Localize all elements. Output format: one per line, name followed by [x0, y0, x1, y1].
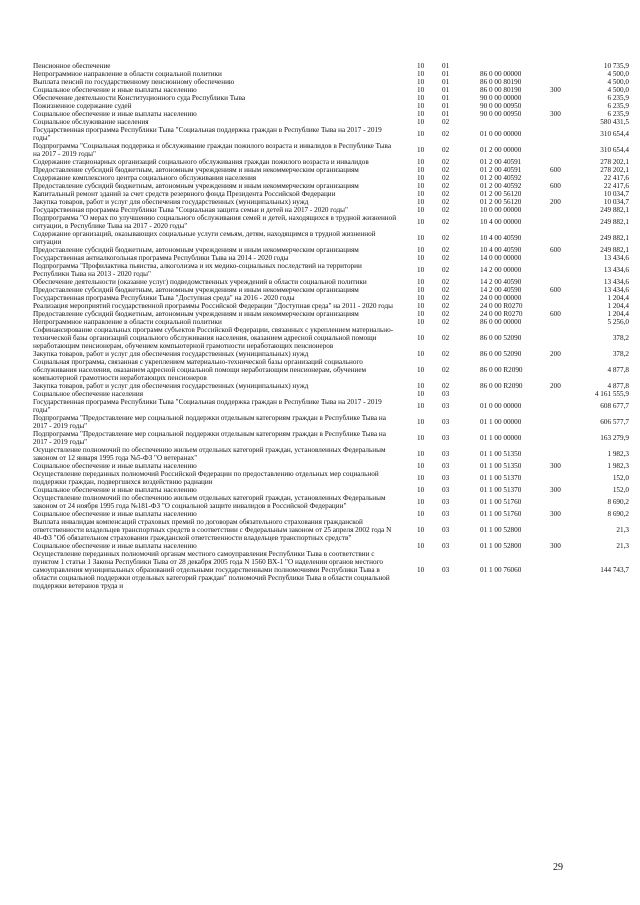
- section-code: 10: [417, 182, 425, 190]
- table-row: [33, 166, 629, 174]
- section-code: 10: [417, 382, 425, 390]
- row-name: Предоставление субсидий бюджетным, автономным учреждениям и иным некоммерческим организациям: [33, 246, 359, 254]
- table-row: [33, 510, 629, 518]
- table-row: [33, 214, 629, 230]
- target-article-code: 01 1 00 51760: [480, 498, 522, 506]
- table-row: [33, 294, 629, 302]
- section-code: 10: [417, 218, 425, 226]
- section-code: 10: [417, 166, 425, 174]
- amount: 8 690,2: [607, 498, 629, 506]
- target-article-code: 01 1 00 51760: [480, 510, 522, 518]
- amount: 13 434,6: [603, 286, 629, 294]
- subsection-code: 02: [442, 278, 450, 286]
- section-code: 10: [417, 498, 425, 506]
- table-row: [33, 310, 629, 318]
- table-row: [33, 230, 629, 246]
- subsection-code: 02: [442, 130, 450, 138]
- row-name: Непрограммное направление в области социальной политики: [33, 70, 222, 78]
- expense-type-code: 200: [550, 350, 561, 358]
- amount: 10 735,9: [603, 62, 629, 70]
- section-code: 10: [417, 158, 425, 166]
- row-name: Осуществление переданных полномочий органам местного самоуправления Республики Тыва в соответствии с пунктом 1 статьи 1 Закона Республики Тыва от 28 декабря 2005 года N 1560 ВХ-1 "О наделении органов местного самоуправления муниципальных образований отдельными государственными полномочиями Республики Тыва в области социальной поддержки отдельных категорий граждан" полномочий Республики Тыва в области социальной поддержки ветеранов труда и: [33, 550, 390, 590]
- table-row: [33, 518, 629, 542]
- row-name: Капитальный ремонт зданий за счет средств резервного фонда Президента Российской Федерации: [33, 190, 336, 198]
- subsection-code: 02: [442, 190, 450, 198]
- subsection-code: 02: [442, 118, 450, 126]
- subsection-code: 03: [442, 462, 450, 470]
- budget-table: [33, 62, 629, 590]
- section-code: 10: [417, 334, 425, 342]
- table-row: [33, 198, 629, 206]
- target-article-code: 90 0 00 00950: [480, 110, 522, 118]
- section-code: 10: [417, 286, 425, 294]
- amount: 4 161 555,9: [594, 390, 629, 398]
- target-article-code: 86 0 00 R2090: [480, 382, 523, 390]
- section-code: 10: [417, 302, 425, 310]
- amount: 249 882,1: [600, 234, 629, 242]
- row-name: Пожизненное содержание судей: [33, 102, 132, 110]
- table-row: [33, 262, 629, 278]
- row-name: Софинансирование социальных программ субъектов Российской Федерации, связанных с укреплением материально-технической базы организаций социального обслуживания населения, оказанием адресной социальной помощи неработающим пенсионерам, обучением компьютерной грамотности неработающих пенсионеров: [33, 326, 394, 350]
- row-name: Пенсионное обеспечение: [33, 62, 111, 70]
- subsection-code: 02: [442, 254, 450, 262]
- section-code: 10: [417, 294, 425, 302]
- amount: 310 654,4: [600, 146, 629, 154]
- expense-type-code: 600: [550, 310, 561, 318]
- subsection-code: 02: [442, 318, 450, 326]
- table-row: [33, 78, 629, 86]
- subsection-code: 02: [442, 246, 450, 254]
- subsection-code: 02: [442, 146, 450, 154]
- table-row: [33, 286, 629, 294]
- target-article-code: 90 0 00 00950: [480, 102, 522, 110]
- subsection-code: 02: [442, 350, 450, 358]
- table-row: [33, 486, 629, 494]
- subsection-code: 03: [442, 510, 450, 518]
- amount: 13 434,6: [603, 278, 629, 286]
- amount: 13 434,6: [603, 254, 629, 262]
- section-code: 10: [417, 206, 425, 214]
- subsection-code: 02: [442, 182, 450, 190]
- row-name: Социальное обеспечение и иные выплаты населению: [33, 86, 197, 94]
- table-row: [33, 398, 629, 414]
- section-code: 10: [417, 266, 425, 274]
- section-code: 10: [417, 474, 425, 482]
- subsection-code: 03: [442, 542, 450, 550]
- table-row: [33, 110, 629, 118]
- amount: 4 877,8: [607, 382, 629, 390]
- subsection-code: 02: [442, 266, 450, 274]
- target-article-code: 14 2 00 40590: [480, 286, 522, 294]
- table-row: [33, 382, 629, 390]
- amount: 10 034,7: [603, 198, 629, 206]
- target-article-code: 01 2 00 40591: [480, 158, 522, 166]
- subsection-code: 01: [442, 110, 450, 118]
- subsection-code: 01: [442, 86, 450, 94]
- subsection-code: 02: [442, 206, 450, 214]
- table-row: [33, 446, 629, 462]
- target-article-code: 01 2 00 40592: [480, 174, 522, 182]
- subsection-code: 02: [442, 302, 450, 310]
- section-code: 10: [417, 190, 425, 198]
- table-row: [33, 462, 629, 470]
- section-code: 10: [417, 118, 425, 126]
- row-name: Осуществление полномочий по обеспечению жильем отдельных категорий граждан, установленных Федеральным законом от 24 ноября 1995 года №181-ФЗ "О социальной защите инвалидов в Российской Федерации": [33, 494, 386, 510]
- amount: 6 235,9: [607, 94, 629, 102]
- row-name: Закупка товаров, работ и услуг для обеспечения государственных (муниципальных) нужд: [33, 198, 309, 206]
- section-code: 10: [417, 450, 425, 458]
- subsection-code: 02: [442, 366, 450, 374]
- row-name: Непрограммное направление в области социальной политики: [33, 318, 222, 326]
- amount: 1 204,4: [607, 302, 629, 310]
- target-article-code: 86 0 00 00000: [480, 70, 522, 78]
- expense-type-code: 300: [550, 510, 561, 518]
- subsection-code: 02: [442, 174, 450, 182]
- section-code: 10: [417, 318, 425, 326]
- target-article-code: 01 0 00 00000: [480, 402, 522, 410]
- amount: 1 982,3: [607, 462, 629, 470]
- amount: 8 690,2: [607, 510, 629, 518]
- section-code: 10: [417, 62, 425, 70]
- subsection-code: 03: [442, 526, 450, 534]
- subsection-code: 03: [442, 434, 450, 442]
- expense-type-code: 300: [550, 86, 561, 94]
- subsection-code: 03: [442, 450, 450, 458]
- row-name: Предоставление субсидий бюджетным, автономным учреждениям и иным некоммерческим организациям: [33, 310, 359, 318]
- section-code: 10: [417, 110, 425, 118]
- section-code: 10: [417, 278, 425, 286]
- amount: 249 882,1: [600, 206, 629, 214]
- row-name: Подпрограмма "Социальная поддержка и обслуживание граждан пожилого возраста и инвалидов в Республике Тыва на 2017 - 2019 годы": [33, 142, 392, 158]
- section-code: 10: [417, 310, 425, 318]
- amount: 6 235,9: [607, 110, 629, 118]
- section-code: 10: [417, 102, 425, 110]
- row-name: Подпрограмма "Предоставление мер социальной поддержки отдельным категориям граждан в Республике Тыва на 2017 - 2019 годы": [33, 414, 386, 430]
- amount: 1 204,4: [607, 310, 629, 318]
- target-article-code: 01 2 00 56120: [480, 198, 522, 206]
- table-row: [33, 182, 629, 190]
- subsection-code: 03: [442, 474, 450, 482]
- target-article-code: 01 1 00 00000: [480, 418, 522, 426]
- row-name: Государственная программа Республики Тыва "Социальная поддержка граждан в Республике Тыва на 2017 - 2019 годы": [33, 126, 382, 142]
- subsection-code: 03: [442, 418, 450, 426]
- table-row: [33, 118, 629, 126]
- amount: 1 982,3: [607, 450, 629, 458]
- table-row: [33, 70, 629, 78]
- table-row: [33, 158, 629, 166]
- row-name: Содержание стационарных организаций социального обслуживания граждан пожилого возраста и инвалидов: [33, 158, 369, 166]
- subsection-code: 02: [442, 310, 450, 318]
- section-code: 10: [417, 566, 425, 574]
- amount: 378,2: [612, 350, 629, 358]
- amount: 378,2: [612, 334, 629, 342]
- row-name: Содержание комплексного центра социального обслуживания населения: [33, 174, 257, 182]
- row-name: Социальное обслуживание населения: [33, 118, 149, 126]
- table-row: [33, 102, 629, 110]
- row-name: Социальное обеспечение населения: [33, 390, 144, 398]
- table-row: [33, 254, 629, 262]
- target-article-code: 01 0 00 00000: [480, 130, 522, 138]
- subsection-code: 01: [442, 70, 450, 78]
- expense-type-code: 600: [550, 286, 561, 294]
- target-article-code: 10 0 00 00000: [480, 206, 522, 214]
- target-article-code: 14 2 00 00000: [480, 266, 522, 274]
- row-name: Государственная программа Республики Тыва "Социальная поддержка граждан в Республике Тыва на 2017 - 2019 годы": [33, 398, 382, 414]
- row-name: Социальное обеспечение и иные выплаты населению: [33, 486, 197, 494]
- amount: 4 500,0: [607, 86, 629, 94]
- amount: 4 500,0: [607, 70, 629, 78]
- expense-type-code: 600: [550, 246, 561, 254]
- expense-type-code: 300: [550, 542, 561, 550]
- table-row: [33, 414, 629, 430]
- section-code: 10: [417, 254, 425, 262]
- expense-type-code: 200: [550, 382, 561, 390]
- section-code: 10: [417, 78, 425, 86]
- target-article-code: 01 1 00 51370: [480, 474, 522, 482]
- target-article-code: 90 0 00 00000: [480, 94, 522, 102]
- target-article-code: 01 1 00 52800: [480, 542, 522, 550]
- target-article-code: 86 0 00 52090: [480, 350, 522, 358]
- subsection-code: 01: [442, 102, 450, 110]
- table-row: [33, 318, 629, 326]
- table-row: [33, 246, 629, 254]
- target-article-code: 01 2 00 56120: [480, 190, 522, 198]
- section-code: 10: [417, 70, 425, 78]
- row-name: Выплата пенсий по государственному пенсионному обеспечению: [33, 78, 235, 86]
- expense-type-code: 200: [550, 198, 561, 206]
- amount: 144 743,7: [600, 566, 629, 574]
- row-name: Закупка товаров, работ и услуг для обеспечения государственных (муниципальных) нужд: [33, 382, 309, 390]
- subsection-code: 01: [442, 62, 450, 70]
- target-article-code: 01 1 00 51370: [480, 486, 522, 494]
- amount: 608 677,7: [600, 402, 629, 410]
- amount: 1 204,4: [607, 294, 629, 302]
- row-name: Предоставление субсидий бюджетным, автономным учреждениям и иным некоммерческим организациям: [33, 166, 359, 174]
- subsection-code: 02: [442, 234, 450, 242]
- target-article-code: 01 2 00 00000: [480, 146, 522, 154]
- amount: 13 434,6: [603, 266, 629, 274]
- amount: 6 235,9: [607, 102, 629, 110]
- table-row: [33, 350, 629, 358]
- section-code: 10: [417, 542, 425, 550]
- amount: 152,0: [612, 474, 629, 482]
- row-name: Подпрограмма "О мерах по улучшению социального обслуживания семей и детей, находящихся в трудной жизненной ситуации, в Республике Тыва на 2017 - 2020 годы": [33, 214, 397, 230]
- section-code: 10: [417, 510, 425, 518]
- amount: 4 500,0: [607, 78, 629, 86]
- row-name: Подпрограмма "Профилактика пьянства, алкоголизма и их медико-социальных последствий на территории Республики Тыва на 2013 - 2020 годы": [33, 262, 362, 278]
- row-name: Осуществление переданных полномочий Российской Федерации по предоставлению отдельных мер социальной поддержки граждан, подвергшихся воздействию радиации: [33, 470, 379, 486]
- section-code: 10: [417, 366, 425, 374]
- amount: 152,0: [612, 486, 629, 494]
- expense-type-code: 300: [550, 486, 561, 494]
- target-article-code: 01 1 00 51350: [480, 450, 522, 458]
- amount: 22 417,6: [603, 182, 629, 190]
- amount: 310 654,4: [600, 130, 629, 138]
- amount: 249 882,1: [600, 218, 629, 226]
- table-row: [33, 302, 629, 310]
- row-name: Социальное обеспечение и иные выплаты населению: [33, 510, 197, 518]
- table-row: [33, 62, 629, 70]
- section-code: 10: [417, 146, 425, 154]
- expense-type-code: 300: [550, 110, 561, 118]
- row-name: Содержание организаций, оказывающих социальные услуги семьям, детям, находящимся в трудной жизненной ситуации: [33, 230, 376, 246]
- amount: 606 577,7: [600, 418, 629, 426]
- amount: 4 877,8: [607, 366, 629, 374]
- table-row: [33, 550, 629, 590]
- subsection-code: 02: [442, 294, 450, 302]
- table-row: [33, 278, 629, 286]
- section-code: 10: [417, 234, 425, 242]
- expense-type-code: 600: [550, 182, 561, 190]
- row-name: Социальное обеспечение и иные выплаты населению: [33, 110, 197, 118]
- table-row: [33, 542, 629, 550]
- subsection-code: 03: [442, 402, 450, 410]
- target-article-code: 01 2 00 40592: [480, 182, 522, 190]
- section-code: 10: [417, 402, 425, 410]
- row-name: Государственная программа Республики Тыва "Доступная среда" на 2016 - 2020 годы: [33, 294, 295, 302]
- table-row: [33, 470, 629, 486]
- subsection-code: 02: [442, 198, 450, 206]
- target-article-code: 01 1 00 00000: [480, 434, 522, 442]
- target-article-code: 86 0 00 R2090: [480, 366, 523, 374]
- target-article-code: 10 4 00 40590: [480, 234, 522, 242]
- table-row: [33, 86, 629, 94]
- subsection-code: 03: [442, 390, 450, 398]
- subsection-code: 02: [442, 334, 450, 342]
- amount: 10 034,7: [603, 190, 629, 198]
- amount: 21,3: [616, 542, 629, 550]
- section-code: 10: [417, 246, 425, 254]
- amount: 22 417,6: [603, 174, 629, 182]
- amount: 278 202,1: [600, 166, 629, 174]
- row-name: Выплата инвалидам компенсаций страховых премий по договорам обязательного страхования гражданской ответственности владельцев транспортных средств в соответствии с Федеральным законом от 25 апреля 2002 года N 40-ФЗ "Об обязательном страховании гражданской ответственности владельцев транспортных средств": [33, 518, 392, 542]
- target-article-code: 24 0 00 00000: [480, 294, 522, 302]
- section-code: 10: [417, 390, 425, 398]
- amount: 21,3: [616, 526, 629, 534]
- subsection-code: 02: [442, 166, 450, 174]
- amount: 278 202,1: [600, 158, 629, 166]
- target-article-code: 10 4 00 00000: [480, 218, 522, 226]
- subsection-code: 03: [442, 566, 450, 574]
- amount: 249 882,1: [600, 246, 629, 254]
- page-number: 29: [553, 862, 563, 873]
- subsection-code: 02: [442, 382, 450, 390]
- row-name: Предоставление субсидий бюджетным, автономным учреждениям и иным некоммерческим организациям: [33, 182, 359, 190]
- section-code: 10: [417, 418, 425, 426]
- section-code: 10: [417, 198, 425, 206]
- target-article-code: 86 0 00 80190: [480, 78, 522, 86]
- table-row: [33, 430, 629, 446]
- target-article-code: 01 2 00 40591: [480, 166, 522, 174]
- table-row: [33, 190, 629, 198]
- target-article-code: 86 0 00 00000: [480, 318, 522, 326]
- table-row: [33, 358, 629, 382]
- table-row: [33, 142, 629, 158]
- row-name: Социальное обеспечение и иные выплаты населению: [33, 462, 197, 470]
- section-code: 10: [417, 434, 425, 442]
- section-code: 10: [417, 86, 425, 94]
- subsection-code: 01: [442, 78, 450, 86]
- target-article-code: 24 0 00 R0270: [480, 310, 523, 318]
- subsection-code: 01: [442, 94, 450, 102]
- table-row: [33, 94, 629, 102]
- target-article-code: 14 2 00 40590: [480, 278, 522, 286]
- row-name: Государственная антиалкогольная программа Республики Тыва на 2014 - 2020 годы: [33, 254, 289, 262]
- expense-type-code: 300: [550, 462, 561, 470]
- table-row: [33, 494, 629, 510]
- section-code: 10: [417, 526, 425, 534]
- section-code: 10: [417, 486, 425, 494]
- subsection-code: 03: [442, 498, 450, 506]
- target-article-code: 10 4 00 40590: [480, 246, 522, 254]
- row-name: Социальное обеспечение и иные выплаты населению: [33, 542, 197, 550]
- table-row: [33, 174, 629, 182]
- section-code: 10: [417, 174, 425, 182]
- target-article-code: 86 0 00 52090: [480, 334, 522, 342]
- amount: 163 279,9: [600, 434, 629, 442]
- row-name: Закупка товаров, работ и услуг для обеспечения государственных (муниципальных) нужд: [33, 350, 309, 358]
- subsection-code: 02: [442, 218, 450, 226]
- section-code: 10: [417, 130, 425, 138]
- row-name: Подпрограмма "Предоставление мер социальной поддержки отдельным категориям граждан в Республике Тыва на 2017 - 2019 годы": [33, 430, 386, 446]
- row-name: Обеспечение деятельности (оказание услуг) подведомственных учреждений в области социальной политики: [33, 278, 367, 286]
- expense-type-code: 600: [550, 166, 561, 174]
- amount: 580 431,5: [600, 118, 629, 126]
- row-name: Осуществление полномочий по обеспечению жильем отдельных категорий граждан, установленных Федеральным законом от 12 января 1995 года №5-ФЗ "О ветеранах": [33, 446, 386, 462]
- table-row: [33, 390, 629, 398]
- subsection-code: 02: [442, 286, 450, 294]
- subsection-code: 03: [442, 486, 450, 494]
- table-row: [33, 326, 629, 350]
- subsection-code: 02: [442, 158, 450, 166]
- row-name: Социальная программа, связанная с укреплением материально-технической базы организаций социального обслуживания населения, оказанием адресной социальной помощи неработающим пенсионерам, обучением компьютерной грамотности неработающих пенсионеров: [33, 358, 367, 382]
- target-article-code: 01 1 00 51350: [480, 462, 522, 470]
- target-article-code: 01 1 00 76060: [480, 566, 522, 574]
- target-article-code: 24 0 00 R0270: [480, 302, 523, 310]
- row-name: Реализация мероприятий государственной программы Российской Федерации "Доступная среда" на 2011 - 2020 годы: [33, 302, 393, 310]
- target-article-code: 14 0 00 00000: [480, 254, 522, 262]
- row-name: Государственная программа Республики Тыва "Социальная защита семьи и детей на 2017 - 2020 годы": [33, 206, 348, 214]
- table-row: [33, 206, 629, 214]
- amount: 5 256,0: [607, 318, 629, 326]
- target-article-code: 01 1 00 52800: [480, 526, 522, 534]
- table-row: [33, 126, 629, 142]
- row-name: Предоставление субсидий бюджетным, автономным учреждениям и иным некоммерческим организациям: [33, 286, 359, 294]
- section-code: 10: [417, 462, 425, 470]
- target-article-code: 86 0 00 80190: [480, 86, 522, 94]
- row-name: Обеспечение деятельности Конституционного суда Республики Тыва: [33, 94, 246, 102]
- section-code: 10: [417, 350, 425, 358]
- section-code: 10: [417, 94, 425, 102]
